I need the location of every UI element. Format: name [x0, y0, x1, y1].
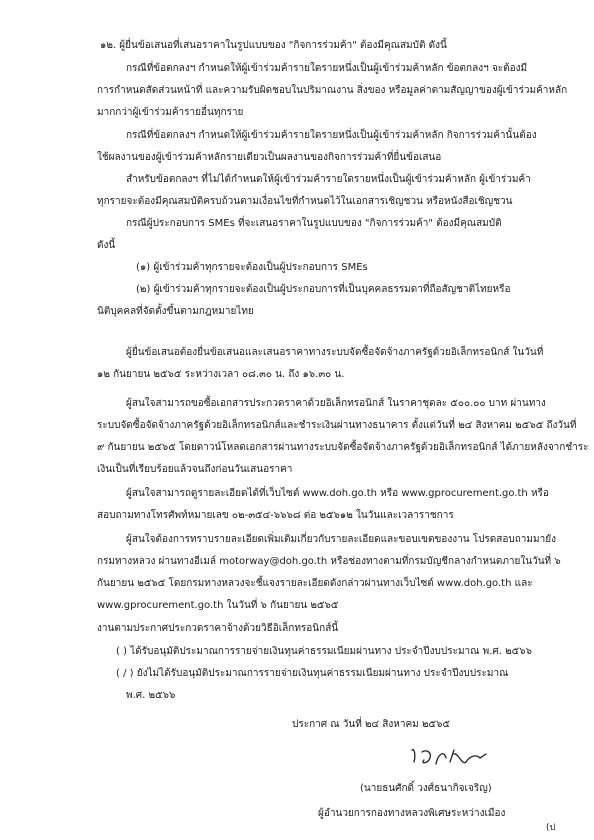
clause12-p4-line1: กรณีผู้ประกอบการ SMEs ที่จะเสนอราคาในรูปแบบของ "กิจการร่วมค้า" ต้องมีคุณสมบัติ: [126, 218, 502, 229]
inquiry-line3: กันยายน ๒๕๖๕ โดยกรมทางหลวงจะชี้แจงรายละเอียดดังกล่าวผ่านทางเว็บไซต์ www.doh.go.th และ: [97, 578, 533, 589]
purchase-line4: เงินเป็นที่เรียบร้อยแล้วจนถึงก่อนวันเสนอราคา: [97, 464, 293, 475]
inquiry-line1: ผู้สนใจต้องการทราบรายละเอียดเพิ่มเติมเกี่ยวกับรายละเอียดและขอบเขตของงาน โปรดสอบถามมายัง: [126, 534, 556, 545]
option-approved: ( ) ได้รับอนุมัติประมาณการรายจ่ายเงินทุนค่าธรรมเนียมผ่านทาง ประจำปีงบประมาณ พ.ศ. ๒๕๖๖: [116, 646, 532, 657]
inquiry-line2: กรมทางหลวง ผ่านทางอีเมล์ motorway@doh.go.th หรือช่องทางตามที่กรมบัญชีกลางกำหนดภายในวันที่ ๖: [97, 556, 561, 567]
details-line2: สอบถามทางโทรศัพท์หมายเลข ๐๒-๓๕๔-๖๖๖๘ ต่อ ๒๕๖๑๒ ในวันและเวลาราชการ: [97, 510, 454, 521]
purchase-line2: ระบบจัดซื้อจัดจ้างภาครัฐด้วยอิเล็กทรอนิกส์และชำระเงินผ่านทางธนาคาร ตั้งแต่วันที่ ๒๔ สิงหาคม ๒๕๖๕ ถึงวันที่: [97, 420, 577, 431]
inquiry-line4: www.gprocurement.go.th ในวันที่ ๖ กันยายน ๒๕๖๕: [97, 600, 339, 611]
clause12-p3-line2: ทุกรายจะต้องมีคุณสมบัติครบถ้วนตามเงื่อนไขที่กำหนดไว้ในเอกสารเชิญชวน หรือหนังสือเชิญชวน: [97, 196, 513, 207]
submission-line2: ๑๒ กันยายน ๒๕๖๕ ระหว่างเวลา ๐๘.๓๐ น. ถึง ๑๖.๓๐ น.: [97, 369, 345, 380]
handwritten-signature: [406, 744, 492, 772]
clause12-p3-line1: สำหรับข้อตกลงฯ ที่ไม่ได้กำหนดให้ผู้เข้าร่วมค้ารายใดรายหนึ่งเป็นผู้เข้าร่วมค้าหลัก ผู้เข้าร่วมค้า: [126, 174, 531, 185]
clause12-sub1: (๑) ผู้เข้าร่วมค้าทุกรายจะต้องเป็นผู้ประกอบการ SMEs: [136, 262, 368, 273]
clause12-heading: ๑๒. ผู้ยื่นข้อเสนอที่เสนอราคาในรูปแบบของ "กิจการร่วมค้า" ต้องมีคุณสมบัติ ดังนี้: [100, 40, 447, 51]
option-not-approved-line1: ( / ) ยังไม่ได้รับอนุมัติประมาณการรายจ่ายเงินทุนค่าธรรมเนียมผ่านทาง ประจำปีงบประมาณ: [116, 668, 509, 679]
clause12-sub2-line2: นิติบุคคลที่จัดตั้งขึ้นตามกฎหมายไทย: [97, 306, 254, 317]
corner-mark: (ป: [546, 823, 556, 833]
condition-intro: งานตามประกาศประกวดราคาจ้างด้วยวิธีอิเล็กทรอนิกส์นี้: [97, 623, 339, 634]
clause12-p1-line2: การกำหนดสัดส่วนหน้าที่ และความรับผิดชอบในปริมาณงาน สิ่งของ หรือมูลค่าตามสัญญาของผู้เข้าร่วมค้าหลัก: [97, 85, 568, 96]
signer-name: (นายธนศักดิ์ วงศ์ธนากิจเจริญ): [360, 783, 492, 794]
signer-title: ผู้อำนวยการกองทางหลวงพิเศษระหว่างเมือง: [318, 808, 506, 819]
clause12-p2-line2: ใช้ผลงานของผู้เข้าร่วมค้าหลักรายเดียวเป็นผลงานของกิจการร่วมค้าที่ยื่นข้อเสนอ: [97, 152, 442, 163]
clause12-p1-line1: กรณีที่ข้อตกลงฯ กำหนดให้ผู้เข้าร่วมค้ารายใดรายหนึ่งเป็นผู้เข้าร่วมค้าหลัก ข้อตกลงฯ จะต้องมี: [126, 63, 528, 74]
purchase-line1: ผู้สนใจสามารถขอซื้อเอกสารประกวดราคาด้วยอิเล็กทรอนิกส์ ในราคาชุดละ ๕๐๐.๐๐ บาท ผ่านทาง: [126, 398, 546, 409]
clause12-p2-line1: กรณีที่ข้อตกลงฯ กำหนดให้ผู้เข้าร่วมค้ารายใดรายหนึ่งเป็นผู้เข้าร่วมค้าหลัก กิจการร่วมค้านั้นต้อง: [126, 130, 537, 141]
details-line1: ผู้สนใจสามารถดูรายละเอียดได้ที่เว็บไซต์ www.doh.go.th หรือ www.gprocurement.go.th หรือ: [126, 488, 549, 499]
announcement-date: ประกาศ ณ วันที่ ๒๔ สิงหาคม ๒๕๖๕: [292, 719, 451, 730]
purchase-line3: ๙ กันยายน ๒๕๖๕ โดยดาวน์โหลดเอกสารผ่านทางระบบจัดซื้อจัดจ้างภาครัฐด้วยอิเล็กทรอนิกส์ ได้ภายหลังจากชำระ: [97, 442, 589, 453]
submission-line1: ผู้ยื่นข้อเสนอต้องยื่นข้อเสนอและเสนอราคาทางระบบจัดซื้อจัดจ้างภาครัฐด้วยอิเล็กทรอนิกส์ ในวันที่: [126, 347, 544, 358]
clause12-sub2-line1: (๒) ผู้เข้าร่วมค้าทุกรายจะต้องเป็นผู้ประกอบการที่เป็นบุคคลธรรมดาที่ถือสัญชาติไทยหรือ: [136, 284, 511, 295]
clause12-p4-line2: ดังนี้: [97, 240, 116, 251]
clause12-p1-line3: มากกว่าผู้เข้าร่วมค้ารายอื่นทุกราย: [97, 107, 244, 118]
option-not-approved-line2: พ.ศ. ๒๕๖๖: [126, 690, 176, 701]
